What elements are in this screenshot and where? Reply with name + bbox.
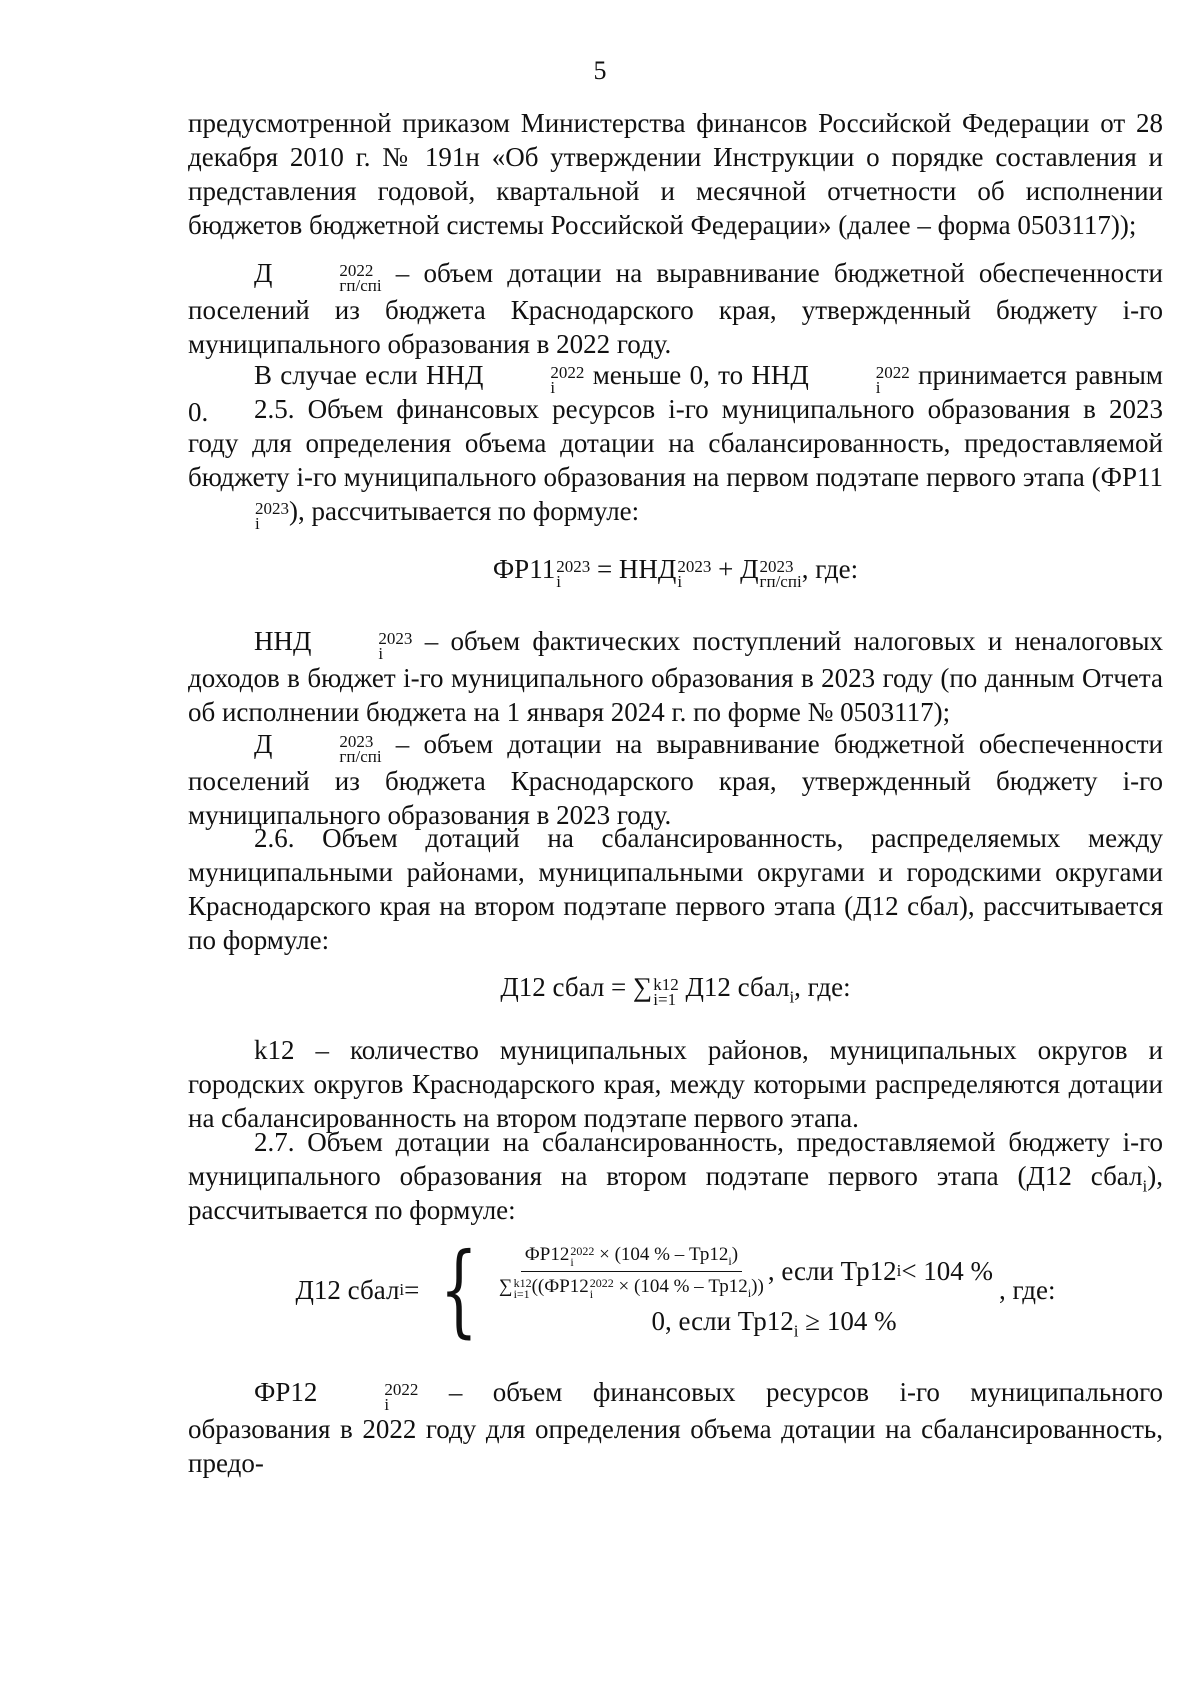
condition-line: В случае если ННД 2022 i меньше 0, то ННД 2022 i принимается равным 0. <box>188 360 1163 427</box>
left-brace: { <box>440 1231 479 1348</box>
fraction-numerator: ФР12 2022 i × (104 % – $Тр12_i$) <box>521 1243 742 1272</box>
formula-fr11: ФР11 2023 i = ННД 2023 i + Д 2023 гп/спi , где: <box>492 554 859 591</box>
page-number: 5 <box>593 56 607 85</box>
formula-d12-piecewise: Д12 сбал i = { ФР12 2022 i × (104 % – $Тр12_i$) ∑ k12 i=1 ((ФР12 2022 i × (104 % – $Тр12_i$)) , если Тр12 i < 104 % 0, если $Тр12_i \ge 104$ % , где: <box>295 1231 1056 1348</box>
formula-d12-total: Д12 сбал = ∑ k12 i=1 Д12 сбал$_i$, где: <box>500 972 851 1009</box>
fraction <box>495 1243 768 1300</box>
symbol-d: Д <box>254 258 273 288</box>
definition-fr12: ФР12 2022 i – объем финансовых ресурсов i-го муниципального образования в 2022 году для определения объема дотации на сбалансированность, предо- <box>188 1377 1163 1478</box>
definition-d2022: Д 2022 гп/спi – объем дотации на выравнивание бюджетной обеспеченности поселений из бюджета Краснодарского края, утвержденный бюджету i-го муниципального образования в 2022 году. <box>188 258 1163 359</box>
paragraph-2-6: 2.6. Объем дотаций на сбалансированность, распределяемых между муниципальными районами, муниципальными округами и городскими округами Краснодарского края на втором подэтапе первого этапа (Д12 сбал), рассчитывается по формуле: <box>188 823 1163 955</box>
paragraph-2-5: 2.5. Объем финансовых ресурсов i-го муниципального образования в 2023 году для определения объема дотации на сбалансированность, предоставляемой бюджету i-го муниципального образования на первом подэтапе первого этапа (ФР11 2023 i ), рассчитывается по формуле: <box>188 394 1163 533</box>
definition-d2023: Д 2023 гп/спi – объем дотации на выравнивание бюджетной обеспеченности поселений из бюджета Краснодарского края, утвержденный бюджету i-го муниципального образования в 2023 году. <box>188 729 1163 830</box>
paragraph-2-7: 2.7. Объем дотации на сбалансированность, предоставляемой бюджету i-го муниципального образования на втором подэтапе первого этапа (Д12 сбал$_i$), рассчитывается по формуле: <box>188 1127 1163 1225</box>
definition-text: – объем дотации на выравнивание бюджетной обеспеченности поселений из бюджета Краснодарского края, утвержденный бюджету i-го муниципального образования в 2022 году. <box>188 258 1163 359</box>
paragraph-text: предусмотренной приказом Министерства финансов Российской Федерации от 28 декабря 2010 г. № 191н «Об утверждении Инструкции о порядке составления и представления годовой, квартальной и месячной отчетности об исполнении бюджетов бюджетной системы Российской Федерации» (далее – форма 0503117)); <box>188 108 1163 240</box>
definition-k12: k12 – количество муниципальных районов, муниципальных округов и городских округов Краснодарского края, между которыми распределяются дотации на сбалансированность на втором подэтапе первого этапа. <box>188 1035 1163 1133</box>
paragraph-form-reference <box>188 106 1163 242</box>
fraction-denominator: ∑ k12 i=1 ((ФР12 2022 i × (104 % – $Тр12_i$)) <box>499 1275 764 1301</box>
definition-nnd2023: ННД 2023 i – объем фактических поступлений налоговых и неналоговых доходов в бюджет i-го муниципального образования в 2023 году (по данным Отчета об исполнении бюджета на 1 января 2024 г. по форме № 0503117); <box>188 626 1163 727</box>
